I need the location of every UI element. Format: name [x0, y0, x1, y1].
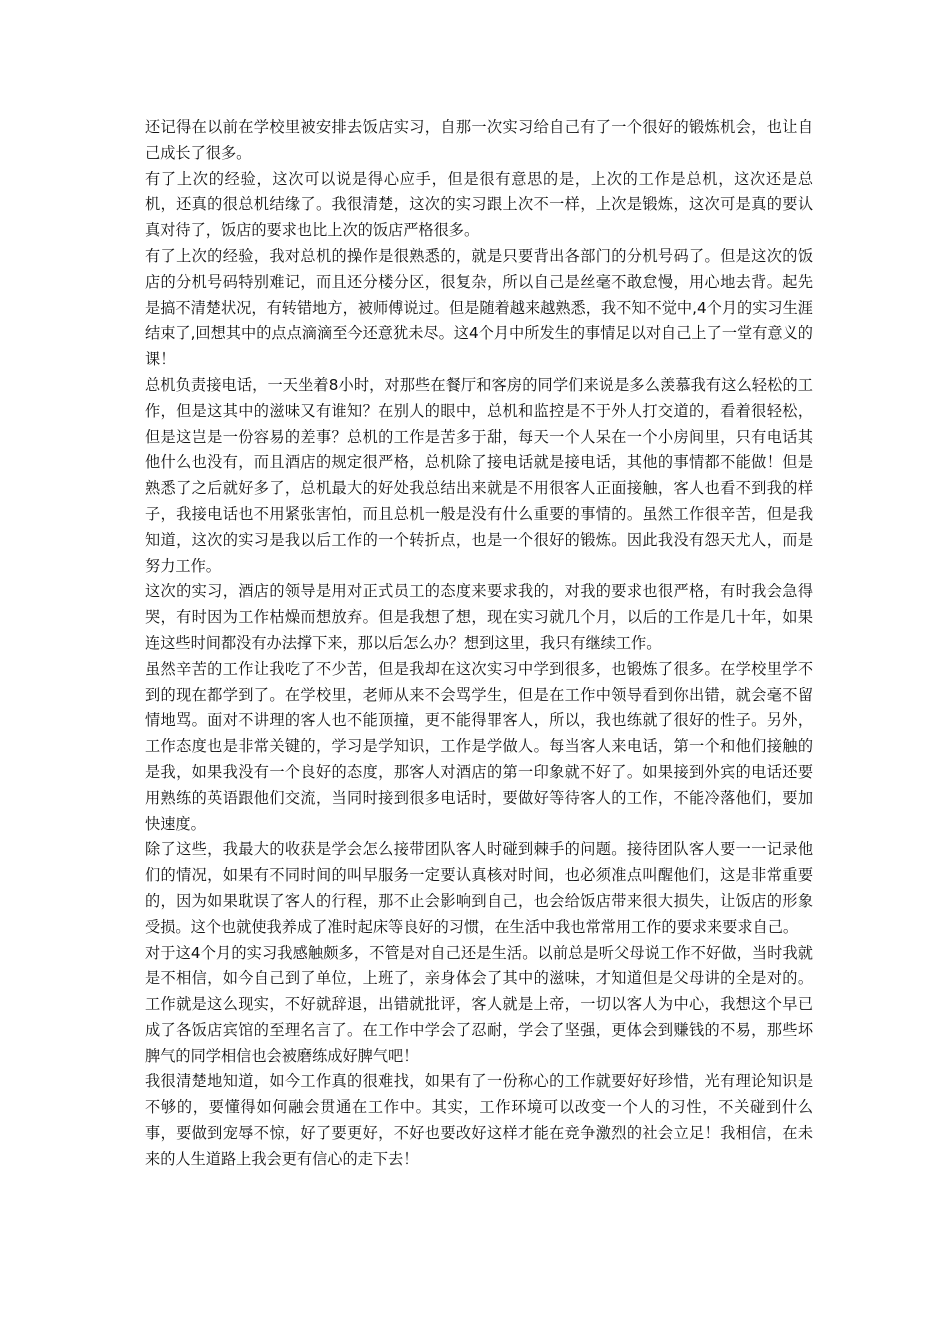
- paragraph-2: 有了上次的经验，这次可以说是得心应手，但是很有意思的是，上次的工作是总机，这次还是总机，还真的很总机结缘了。我很清楚，这次的实习跟上次不一样，上次是锻炼，这次可是真的要认真对待了，饭店的要求也比上次的饭店严格很多。: [145, 169, 813, 240]
- document-body: [145, 115, 813, 1173]
- paragraph-3: 有了上次的经验，我对总机的操作是很熟悉的，就是只要背出各部门的分机号码了。但是这次的饭店的分机号码特别难记，而且还分楼分区，很复杂，所以自己是丝毫不敢怠慢，用心地去背。起先是搞不清楚状况，有转错地方，被师傅说过。但是随着越来越熟悉，我不知不觉中,4个月的实习生涯结束了,回想其中的点点滴滴至今还意犹未尽。这4个月中所发生的事情足以对自己上了一堂有意义的课！: [145, 246, 813, 369]
- paragraph-6: 虽然辛苦的工作让我吃了不少苦，但是我却在这次实习中学到很多，也锻炼了很多。在学校里学不到的现在都学到了。在学校里，老师从来不会骂学生，但是在工作中领导看到你出错，就会毫不留情地骂。面对不讲理的客人也不能顶撞，更不能得罪客人，所以，我也练就了很好的性子。另外，工作态度也是非常关键的，学习是学知识，工作是学做人。每当客人来电话，第一个和他们接触的是我，如果我没有一个良好的态度，那客人对酒店的第一印象就不好了。如果接到外宾的电话还要用熟练的英语跟他们交流，当同时接到很多电话时，要做好等待客人的工作，不能冷落他们，要加快速度。: [145, 659, 813, 833]
- paragraph-1: 还记得在以前在学校里被安排去饭店实习，自那一次实习给自己有了一个很好的锻炼机会，也让自己成长了很多。: [145, 118, 813, 162]
- paragraph-7: 除了这些，我最大的收获是学会怎么接带团队客人时碰到棘手的问题。接待团队客人要一一记录他们的情况，如果有不同时间的叫早服务一定要认真核对时间，也必须准点叫醒他们，这是非常重要的，因为如果耽误了客人的行程，那不止会影响到自己，也会给饭店带来很大损失，让饭店的形象受损。这个也就使我养成了准时起床等良好的习惯，在生活中我也常常用工作的要求来要求自己。: [145, 840, 813, 936]
- paragraph-4: 总机负责接电话，一天坐着8小时，对那些在餐厅和客房的同学们来说是多么羡慕我有这么轻松的工作，但是这其中的滋味又有谁知？在别人的眼中，总机和监控是不于外人打交道的，看着很轻松，但是这岂是一份容易的差事？总机的工作是苦多于甜，每天一个人呆在一个小房间里，只有电话其他什么也没有，而且酒店的规定很严格，总机除了接电话就是接电话，其他的事情都不能做！但是熟悉了之后就好多了，总机最大的好处我总结出来就是不用很客人正面接触，客人也看不到我的样子，我接电话也不用紧张害怕，而且总机一般是没有什么重要的事情的。虽然工作很辛苦，但是我知道，这次的实习是我以后工作的一个转折点，也是一个很好的锻炼。因此我没有怨天尤人，而是努力工作。: [145, 375, 813, 575]
- paragraph-8: 对于这4个月的实习我感触颇多，不管是对自己还是生活。以前总是听父母说工作不好做，当时我就是不相信，如今自己到了单位，上班了，亲身体会了其中的滋味，才知道但是父母讲的全是对的。工作就是这么现实，不好就辞退，出错就批评，客人就是上帝，一切以客人为中心，我想这个早已成了各饭店宾馆的至理名言了。在工作中学会了忍耐，学会了坚强，更体会到赚钱的不易，那些坏脾气的同学相信也会被磨练成好脾气吧！: [145, 943, 813, 1065]
- paragraph-9: 我很清楚地知道，如今工作真的很难找，如果有了一份称心的工作就要好好珍惜，光有理论知识是不够的，要懂得如何融会贯通在工作中。其实，工作环境可以改变一个人的习性，不关碰到什么事，要做到宠辱不惊，好了要更好，不好也要改好这样才能在竞争激烈的社会立足！我相信，在未来的人生道路上我会更有信心的走下去！: [145, 1072, 813, 1168]
- paragraph-5: 这次的实习，酒店的领导是用对正式员工的态度来要求我的，对我的要求也很严格，有时我会急得哭，有时因为工作枯燥而想放弃。但是我想了想，现在实习就几个月，以后的工作是几十年，如果连这些时间都没有办法撑下来，那以后怎么办？想到这里，我只有继续工作。: [145, 582, 813, 652]
